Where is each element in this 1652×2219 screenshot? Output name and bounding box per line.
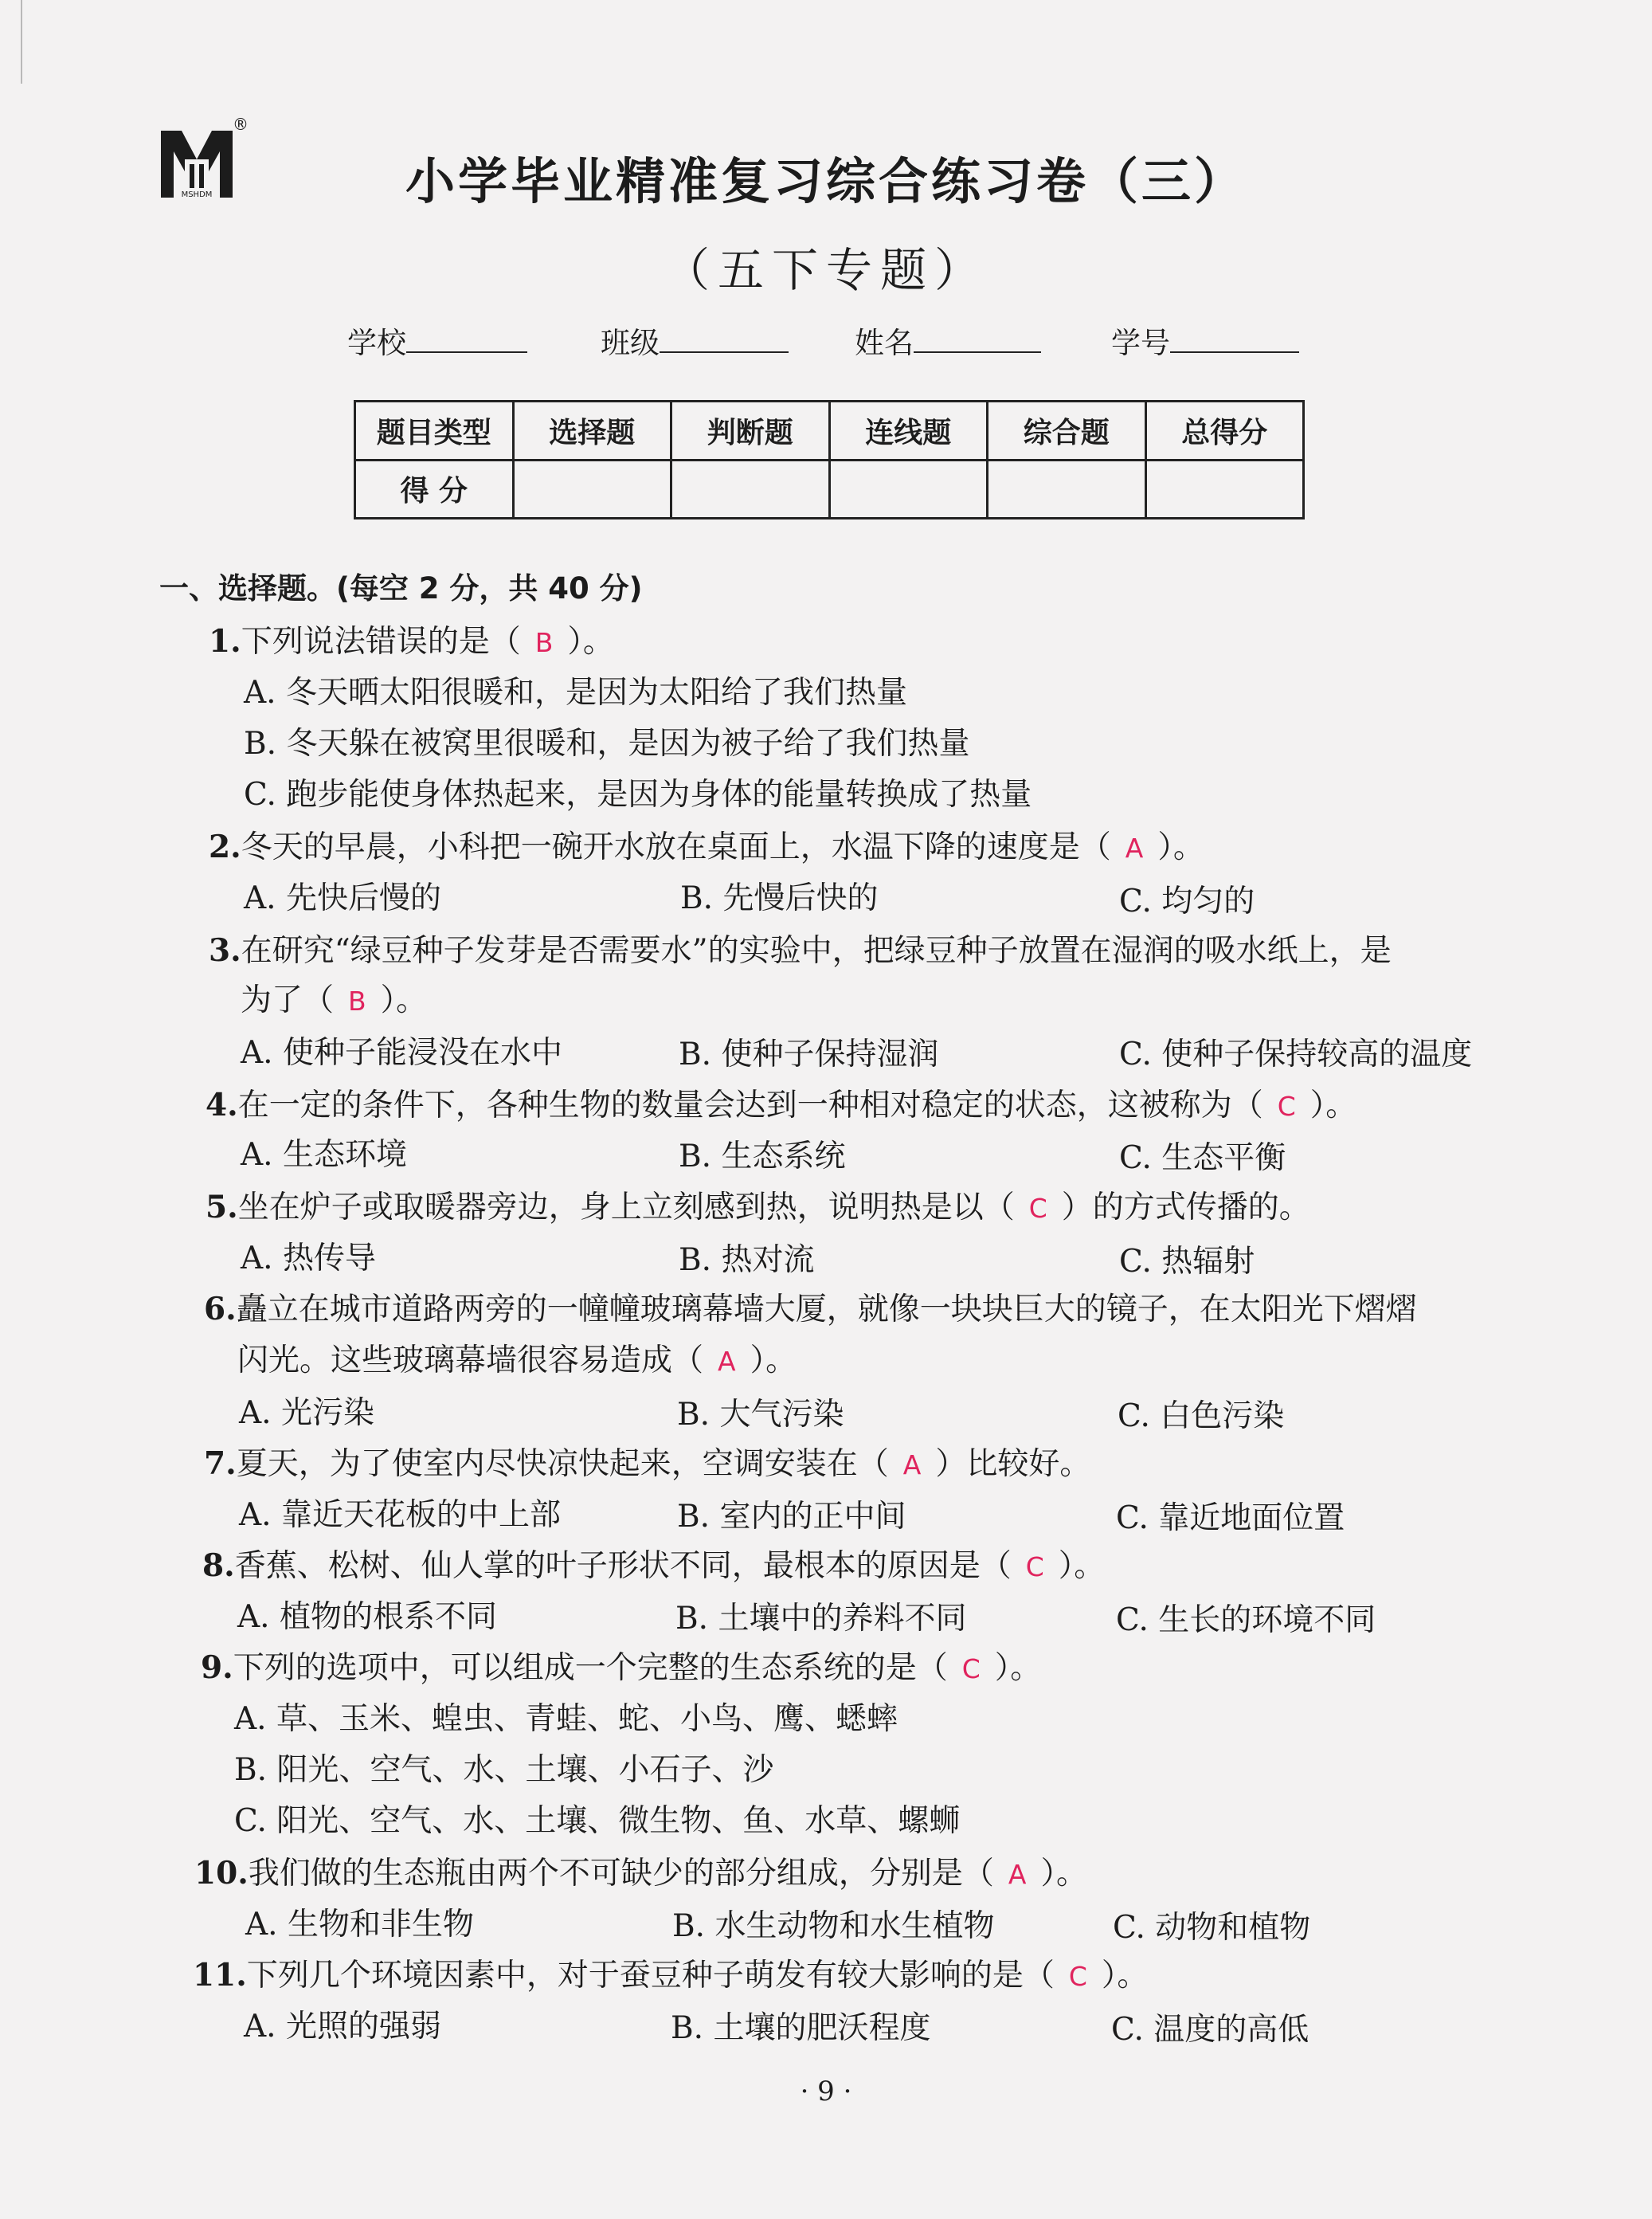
score-header-cell: 题目类型 — [355, 402, 514, 461]
option-c: C. 使种子保持较高的温度 — [1119, 1037, 1473, 1072]
question-number: 11. — [193, 1957, 247, 1994]
question-tail: ）的方式传播的。 — [1061, 1190, 1310, 1225]
score-header-cell: 总得分 — [1145, 402, 1304, 461]
option-b: B. 水生动物和水生植物 — [672, 1908, 995, 1944]
option-b: B. 热对流 — [679, 1242, 815, 1278]
option-b: B. 生态系统 — [679, 1139, 846, 1174]
question-stem: 在研究“绿豆种子发芽是否需要水”的实验中，把绿豆种子放置在湿润的吸水纸上，是 — [241, 933, 1392, 969]
answer-mark: C — [961, 1653, 981, 1684]
question-stem: 下列的选项中，可以组成一个完整的生态系统的是（ — [233, 1650, 948, 1686]
score-table — [354, 400, 1305, 519]
score-cell-comprehensive[interactable] — [988, 460, 1146, 519]
score-header-cell: 综合题 — [988, 402, 1146, 461]
page-number: · 9 · — [800, 2076, 852, 2107]
answer-mark: C — [1025, 1551, 1044, 1582]
question-5 — [206, 1182, 1310, 1227]
option-c: C. 均匀的 — [1119, 884, 1255, 919]
option-a: A. 冬天晒太阳很暖和，是因为太阳给了我们热量 — [244, 675, 907, 711]
question-8 — [202, 1541, 1105, 1586]
option-c: C. 生态平衡 — [1119, 1140, 1286, 1176]
question-stem-continued: 闪光。这些玻璃幕墙很容易造成（ — [237, 1343, 704, 1378]
answer-mark: A — [902, 1449, 922, 1480]
answer-mark: A — [1125, 833, 1144, 864]
option-b: B. 阳光、空气、水、土壤、小石子、沙 — [234, 1752, 774, 1788]
question-tail: ）。 — [1309, 1088, 1357, 1123]
question-number: 4. — [206, 1087, 238, 1123]
option-c: C. 阳光、空气、水、土壤、微生物、鱼、水草、螺蛳 — [234, 1803, 961, 1839]
field-student-id — [1111, 319, 1299, 362]
option-b: B. 使种子保持湿润 — [679, 1037, 939, 1072]
answer-mark: C — [1277, 1091, 1296, 1122]
question-stem: 在一定的条件下，各种生物的数量会达到一种相对稳定的状态，这被称为（ — [237, 1088, 1263, 1123]
question-tail: ）。 — [750, 1343, 797, 1378]
section-heading: 一、选择题。(每空 2 分，共 40 分) — [159, 571, 643, 606]
name-blank[interactable] — [914, 329, 1041, 353]
question-stem: 下列几个环境因素中，对于蚕豆种子萌发有较大影响的是（ — [246, 1958, 1055, 1994]
question-tail: ）。 — [567, 624, 614, 660]
question-10 — [194, 1849, 1087, 1893]
option-c: C. 温度的高低 — [1111, 2012, 1309, 2048]
option-b: B. 室内的正中间 — [677, 1499, 906, 1535]
question-tail: ）。 — [1157, 829, 1204, 865]
field-class — [601, 319, 789, 362]
scan-edge-line — [21, 0, 22, 84]
question-4 — [206, 1080, 1356, 1125]
option-b: B. 冬天躲在被窝里很暖和，是因为被子给了我们热量 — [244, 726, 970, 762]
question-tail: ）比较好。 — [935, 1446, 1091, 1482]
score-cell-judge[interactable] — [671, 460, 830, 519]
option-b: B. 土壤的肥沃程度 — [671, 2010, 931, 2046]
question-number: 7. — [204, 1445, 237, 1482]
option-a: A. 靠近天花板的中上部 — [239, 1497, 561, 1533]
question-number: 5. — [206, 1189, 238, 1225]
option-c: C. 生长的环境不同 — [1116, 1602, 1376, 1638]
student-id-blank[interactable] — [1170, 329, 1299, 353]
question-stem: 下列说法错误的是（ — [241, 624, 521, 660]
score-cell-total[interactable] — [1145, 460, 1304, 519]
field-school — [347, 319, 527, 362]
option-c: C. 跑步能使身体热起来，是因为身体的能量转换成了热量 — [244, 777, 1032, 813]
field-label: 学号 — [1111, 326, 1170, 360]
option-c: C. 动物和植物 — [1113, 1910, 1311, 1946]
option-a: A. 光污染 — [239, 1395, 374, 1431]
question-number: 8. — [202, 1547, 235, 1584]
option-c: C. 靠近地面位置 — [1116, 1500, 1345, 1536]
option-b: B. 大气污染 — [677, 1397, 844, 1433]
question-stem: 矗立在城市道路两旁的一幢幢玻璃幕墙大厦，就像一块块巨大的镜子，在太阳光下熠熠 — [236, 1292, 1417, 1327]
option-a: A. 热传导 — [241, 1241, 376, 1276]
question-3-continued — [241, 975, 427, 1020]
score-table-score-row — [355, 460, 1304, 519]
option-a: A. 先快后慢的 — [244, 880, 441, 916]
question-number: 2. — [209, 829, 241, 865]
question-tail: ）。 — [994, 1650, 1042, 1686]
question-stem: 夏天，为了使室内尽快凉快起来，空调安装在（ — [236, 1446, 889, 1482]
answer-mark: B — [348, 986, 366, 1017]
option-a: A. 草、玉米、蝗虫、青蛙、蛇、小鸟、鹰、蟋蟀 — [234, 1701, 898, 1737]
question-stem-continued: 为了（ — [241, 982, 335, 1018]
question-tail: ）。 — [1101, 1958, 1149, 1994]
question-6-continued — [237, 1335, 797, 1380]
score-header-cell: 判断题 — [671, 402, 830, 461]
page-title: 小学毕业精准复习综合练习卷（三） — [405, 152, 1247, 210]
question-stem: 冬天的早晨，小科把一碗开水放在桌面上，水温下降的速度是（ — [241, 829, 1111, 865]
score-cell-match[interactable] — [829, 460, 988, 519]
option-b: B. 土壤中的养料不同 — [675, 1601, 967, 1637]
answer-mark: A — [1008, 1859, 1027, 1890]
question-number: 1. — [209, 623, 241, 660]
logo-text: MSHDM — [181, 190, 213, 199]
question-6 — [204, 1284, 1417, 1329]
question-2 — [209, 822, 1204, 867]
option-a: A. 植物的根系不同 — [237, 1599, 497, 1635]
score-row-label: 得 分 — [355, 460, 514, 519]
page-subtitle: （五下专题） — [663, 243, 988, 297]
option-c: C. 热辐射 — [1119, 1244, 1255, 1280]
answer-mark: C — [1028, 1193, 1047, 1224]
question-tail: ）。 — [380, 982, 428, 1018]
question-stem: 香蕉、松树、仙人掌的叶子形状不同，最根本的原因是（ — [234, 1548, 1012, 1584]
question-number: 6. — [204, 1291, 237, 1327]
answer-mark: A — [718, 1346, 736, 1377]
score-header-cell: 选择题 — [513, 402, 671, 461]
option-c: C. 白色污染 — [1118, 1398, 1285, 1434]
school-blank[interactable] — [406, 329, 527, 353]
class-blank[interactable] — [660, 329, 789, 353]
answer-mark: B — [534, 627, 554, 658]
option-a: A. 光照的强弱 — [244, 2009, 441, 2045]
question-stem: 坐在炉子或取暖器旁边，身上立刻感到热，说明热是以（ — [237, 1190, 1015, 1225]
registered-mark: ® — [233, 115, 249, 134]
question-3 — [209, 926, 1392, 970]
field-name — [855, 319, 1041, 362]
option-b: B. 先慢后快的 — [680, 880, 879, 916]
score-table-header-row — [355, 402, 1304, 461]
field-label: 班级 — [601, 326, 660, 360]
question-11 — [193, 1950, 1148, 1995]
option-a: A. 使种子能浸没在水中 — [241, 1035, 562, 1071]
question-number: 9. — [201, 1649, 233, 1686]
option-a: A. 生态环境 — [241, 1137, 407, 1173]
field-label: 姓名 — [855, 326, 914, 360]
question-number: 10. — [194, 1855, 249, 1892]
question-tail: ）。 — [1058, 1548, 1106, 1584]
question-1 — [209, 617, 614, 661]
score-cell-choice[interactable] — [513, 460, 671, 519]
field-label: 学校 — [347, 326, 406, 360]
question-tail: ）。 — [1040, 1856, 1087, 1892]
score-header-cell: 连线题 — [829, 402, 988, 461]
question-stem: 我们做的生态瓶由两个不可缺少的部分组成，分别是（ — [248, 1856, 994, 1892]
option-a: A. 生物和非生物 — [245, 1907, 474, 1943]
question-9 — [201, 1643, 1041, 1688]
question-7 — [204, 1439, 1090, 1484]
question-number: 3. — [209, 932, 241, 969]
answer-mark: C — [1068, 1961, 1087, 1992]
